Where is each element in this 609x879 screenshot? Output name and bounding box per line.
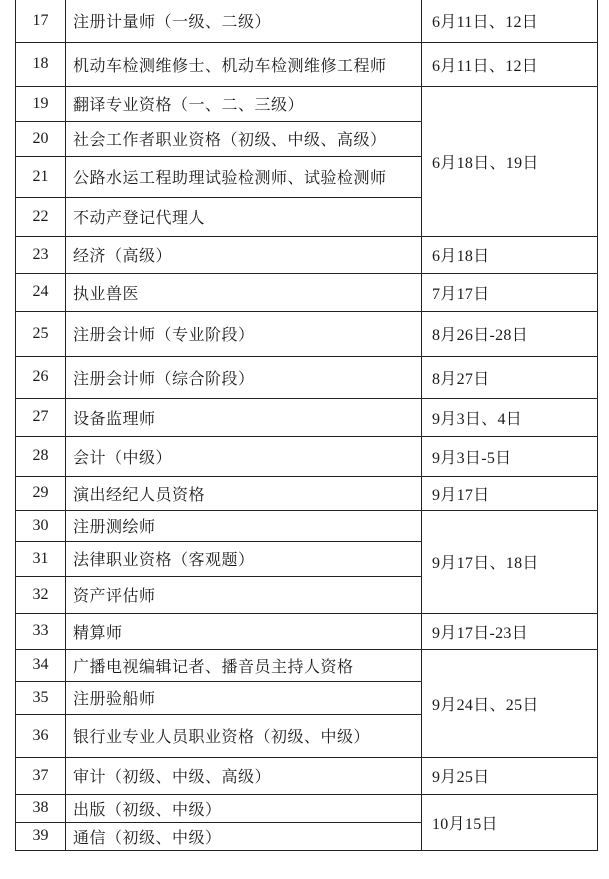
exam-name: 注册会计师（专业阶段） [66,311,422,356]
row-number: 30 [16,510,66,541]
table-row [16,510,598,541]
exam-date: 10月15日 [422,794,598,850]
exam-name: 机动车检测维修士、机动车检测维修工程师 [66,42,422,86]
row-number: 38 [16,794,66,822]
exam-name: 公路水运工程助理试验检测师、试验检测师 [66,156,422,197]
exam-date: 9月24日、25日 [422,649,598,757]
table-row [16,236,598,273]
exam-name: 通信（初级、中级） [66,822,422,850]
exam-name: 精算师 [66,613,422,649]
exam-date: 6月11日、12日 [422,42,598,86]
row-number: 24 [16,273,66,311]
exam-name: 社会工作者职业资格（初级、中级、高级） [66,121,422,156]
table-row [16,42,598,86]
exam-date: 8月26日-28日 [422,311,598,356]
row-number: 31 [16,541,66,576]
table-row [16,356,598,398]
exam-date: 8月27日 [422,356,598,398]
row-number: 26 [16,356,66,398]
table-row [16,476,598,510]
exam-name: 翻译专业资格（一、二、三级） [66,86,422,121]
exam-name: 注册测绘师 [66,510,422,541]
table-row [16,86,598,121]
exam-date: 9月17日-23日 [422,613,598,649]
exam-date: 6月18日、19日 [422,86,598,236]
exam-date: 9月17日 [422,476,598,510]
exam-date: 6月11日、12日 [422,0,598,42]
row-number: 19 [16,86,66,121]
row-number: 35 [16,681,66,714]
row-number: 33 [16,613,66,649]
exam-name: 注册会计师（综合阶段） [66,356,422,398]
table-row [16,273,598,311]
table-row [16,757,598,794]
exam-name: 注册验船师 [66,681,422,714]
row-number: 34 [16,649,66,681]
exam-schedule-table [15,0,598,851]
exam-name: 设备监理师 [66,398,422,436]
table-row [16,649,598,681]
exam-name: 会计（中级） [66,436,422,476]
table-row [16,794,598,822]
exam-name: 演出经纪人员资格 [66,476,422,510]
exam-date: 9月25日 [422,757,598,794]
row-number: 22 [16,197,66,236]
exam-name: 经济（高级） [66,236,422,273]
exam-date: 6月18日 [422,236,598,273]
exam-date: 7月17日 [422,273,598,311]
row-number: 25 [16,311,66,356]
row-number: 36 [16,714,66,757]
exam-date: 9月17日、18日 [422,510,598,613]
exam-date: 9月3日-5日 [422,436,598,476]
row-number: 28 [16,436,66,476]
exam-name: 资产评估师 [66,576,422,613]
exam-name: 法律职业资格（客观题） [66,541,422,576]
table-row [16,0,598,42]
row-number: 21 [16,156,66,197]
row-number: 27 [16,398,66,436]
exam-date: 9月3日、4日 [422,398,598,436]
table-row [16,436,598,476]
row-number: 37 [16,757,66,794]
exam-name: 注册计量师（一级、二级） [66,0,422,42]
exam-name: 出版（初级、中级） [66,794,422,822]
table-row [16,311,598,356]
exam-name: 广播电视编辑记者、播音员主持人资格 [66,649,422,681]
exam-name: 银行业专业人员职业资格（初级、中级） [66,714,422,757]
exam-name: 执业兽医 [66,273,422,311]
row-number: 18 [16,42,66,86]
table-body [16,0,598,850]
table-row [16,398,598,436]
row-number: 29 [16,476,66,510]
row-number: 20 [16,121,66,156]
row-number: 17 [16,0,66,42]
table-row [16,613,598,649]
row-number: 39 [16,822,66,850]
row-number: 23 [16,236,66,273]
exam-name: 审计（初级、中级、高级） [66,757,422,794]
row-number: 32 [16,576,66,613]
exam-name: 不动产登记代理人 [66,197,422,236]
